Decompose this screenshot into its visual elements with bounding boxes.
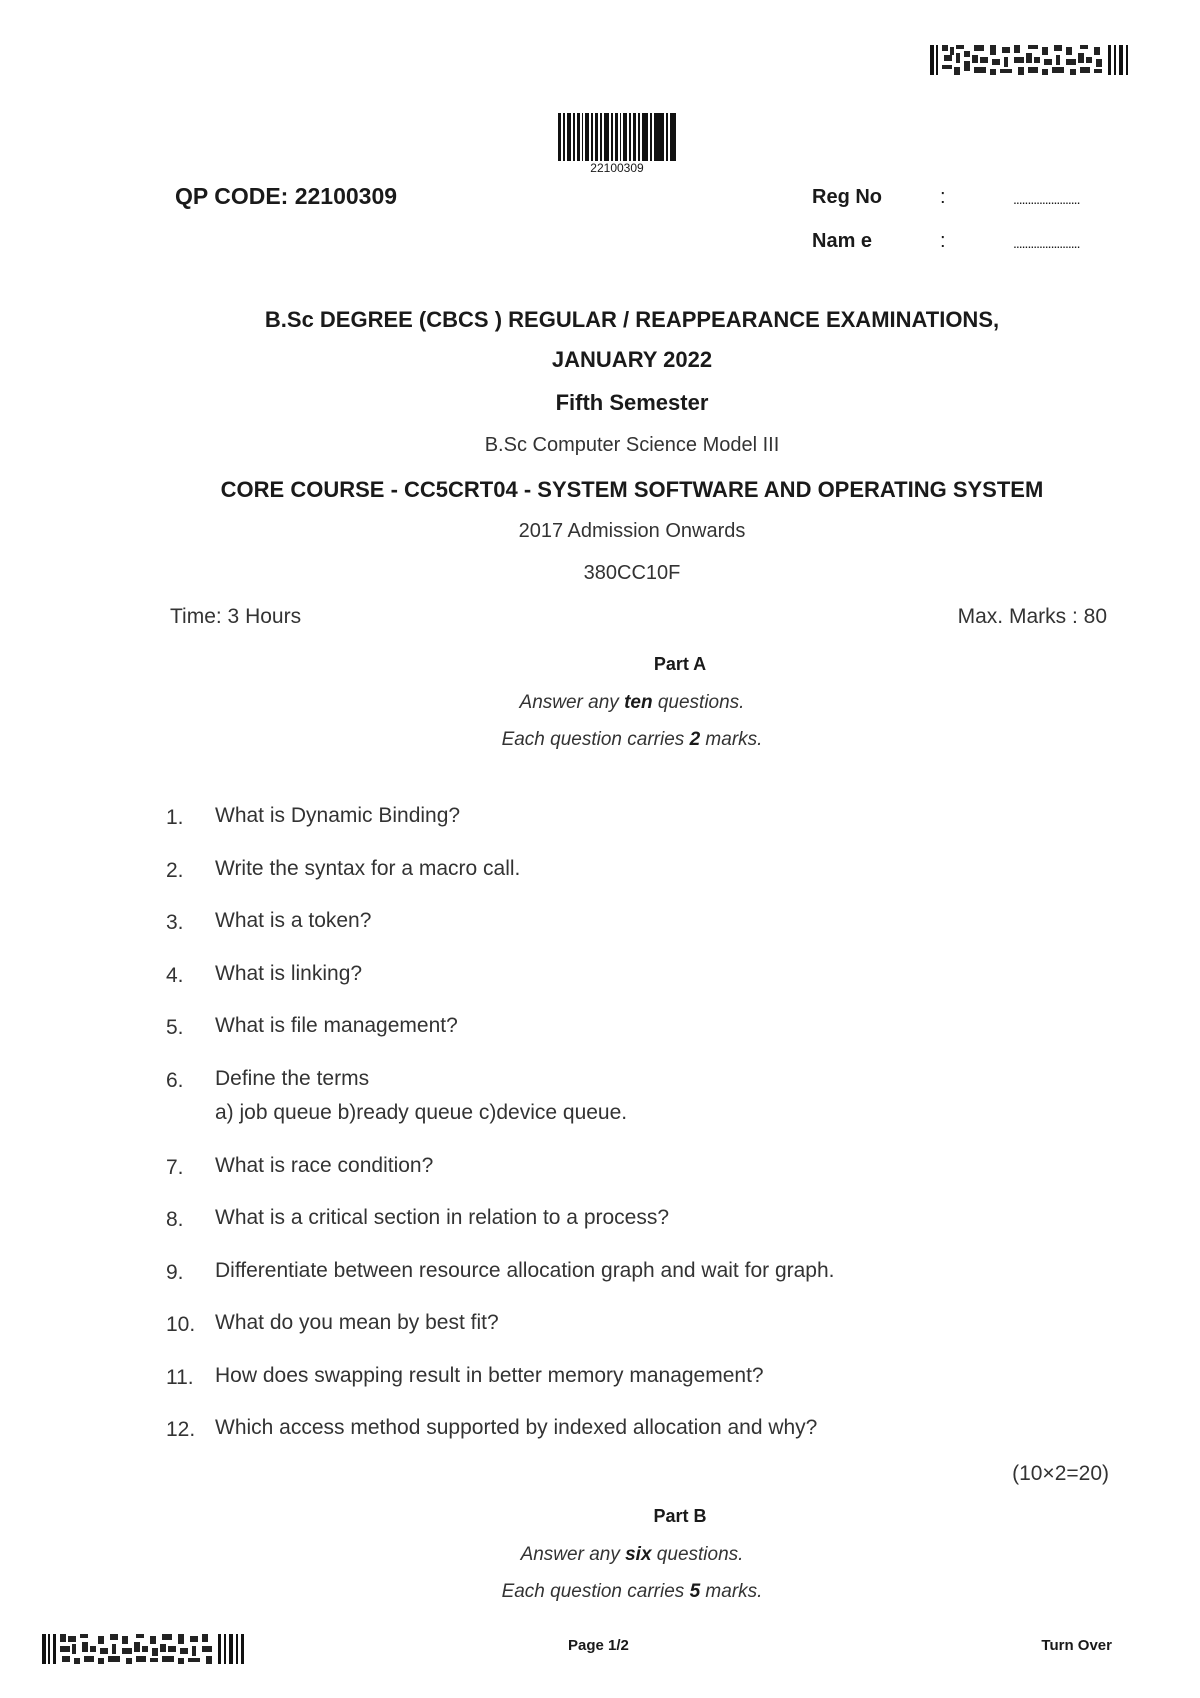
question-number: 6.	[166, 1068, 184, 1092]
part-a-instr2-bold: 2	[689, 729, 701, 750]
part-a-instr1-pre: Answer any	[519, 692, 625, 713]
exam-title-line2: JANUARY 2022	[551, 347, 713, 372]
name-colon: :	[940, 230, 946, 252]
admission: 2017 Admission Onwards	[518, 520, 746, 542]
question-text: Differentiate between resource allocation graph and wait for graph.	[215, 1258, 835, 1282]
question-text: What is a token?	[215, 909, 372, 932]
question-text-line2: a) job queue b)ready queue c)device queue.	[215, 1100, 628, 1124]
question-number: 5.	[166, 1016, 184, 1039]
semester: Fifth Semester	[555, 390, 709, 415]
max-marks: Max. Marks : 80	[957, 605, 1107, 628]
part-a-instr1-bold: ten	[624, 692, 653, 713]
part-a-instruction-2	[0, 729, 1200, 751]
part-b-title: Part B	[653, 1506, 707, 1526]
barcode-number: 22100309	[590, 161, 644, 175]
question-text: Write the syntax for a macro call.	[215, 856, 521, 880]
question-item	[166, 1066, 1106, 1156]
question-number: 8.	[166, 1208, 184, 1231]
barcode-bottom-left	[42, 1634, 247, 1664]
part-b-instruction-2	[0, 1581, 1200, 1603]
reg-no-colon: :	[940, 186, 946, 208]
question-number: 12.	[166, 1418, 196, 1441]
name-label: Nam e	[812, 230, 873, 252]
question-number: 9.	[166, 1260, 184, 1284]
barcode-center	[558, 113, 676, 161]
question-number: 11.	[166, 1365, 194, 1389]
question-text: How does swapping result in better memory management?	[215, 1363, 764, 1387]
question-text: What do you mean by best fit?	[215, 1311, 499, 1334]
part-b-instruction-1	[0, 1544, 1200, 1566]
reg-no-label: Reg No	[812, 186, 882, 208]
question-number: 3.	[166, 911, 184, 934]
barcode-top-right	[930, 45, 1130, 75]
question-text: What is linking?	[215, 961, 363, 985]
programme: B.Sc Computer Science Model III	[484, 434, 780, 456]
question-item	[166, 1418, 1106, 1471]
name-field[interactable]: .......................	[1013, 235, 1080, 251]
question-number: 10.	[166, 1313, 196, 1336]
page-number: Page 1/2	[568, 1637, 629, 1654]
question-number: 2.	[166, 858, 184, 882]
part-a-instr1-post: questions.	[652, 692, 745, 713]
question-text: What is race condition?	[215, 1153, 434, 1177]
question-text: What is a critical section in relation to a process?	[215, 1206, 670, 1229]
part-b-instr2-post: marks.	[700, 1581, 763, 1602]
part-b-instr1-bold: six	[625, 1544, 652, 1565]
exam-time: Time: 3 Hours	[170, 605, 302, 628]
part-b-instr2-pre: Each question carries	[501, 1581, 690, 1602]
question-text: What is Dynamic Binding?	[215, 804, 461, 827]
paper-code: 380CC10F	[583, 562, 681, 584]
reg-no-field[interactable]: .......................	[1013, 191, 1080, 207]
exam-title-line1: B.Sc DEGREE (CBCS ) REGULAR / REAPPEARANCE EXAMINATIONS,	[264, 307, 1000, 332]
question-text	[215, 1062, 627, 1130]
course-title: CORE COURSE - CC5CRT04 - SYSTEM SOFTWARE AND OPERATING SYSTEM	[220, 477, 1044, 502]
question-number: 7.	[166, 1155, 184, 1179]
turn-over-label: Turn Over	[1041, 1637, 1112, 1654]
qp-code: QP CODE: 22100309	[175, 183, 398, 209]
question-number: 1.	[166, 806, 184, 829]
part-b-instr1-pre: Answer any	[520, 1544, 626, 1565]
part-a-instr2-pre: Each question carries	[501, 729, 690, 750]
question-number: 4.	[166, 963, 184, 987]
question-text: What is file management?	[215, 1014, 458, 1037]
question-list	[166, 806, 1106, 1471]
question-text-line1: Define the terms	[215, 1066, 370, 1090]
question-text: Which access method supported by indexed allocation and why?	[215, 1416, 818, 1439]
part-a-instr2-post: marks.	[700, 729, 763, 750]
part-a-title: Part A	[653, 654, 707, 674]
part-a-score: (10×2=20)	[1012, 1462, 1109, 1485]
part-a-instruction-1	[0, 692, 1200, 714]
part-b-instr1-post: questions.	[651, 1544, 744, 1565]
part-b-instr2-bold: 5	[689, 1581, 701, 1602]
